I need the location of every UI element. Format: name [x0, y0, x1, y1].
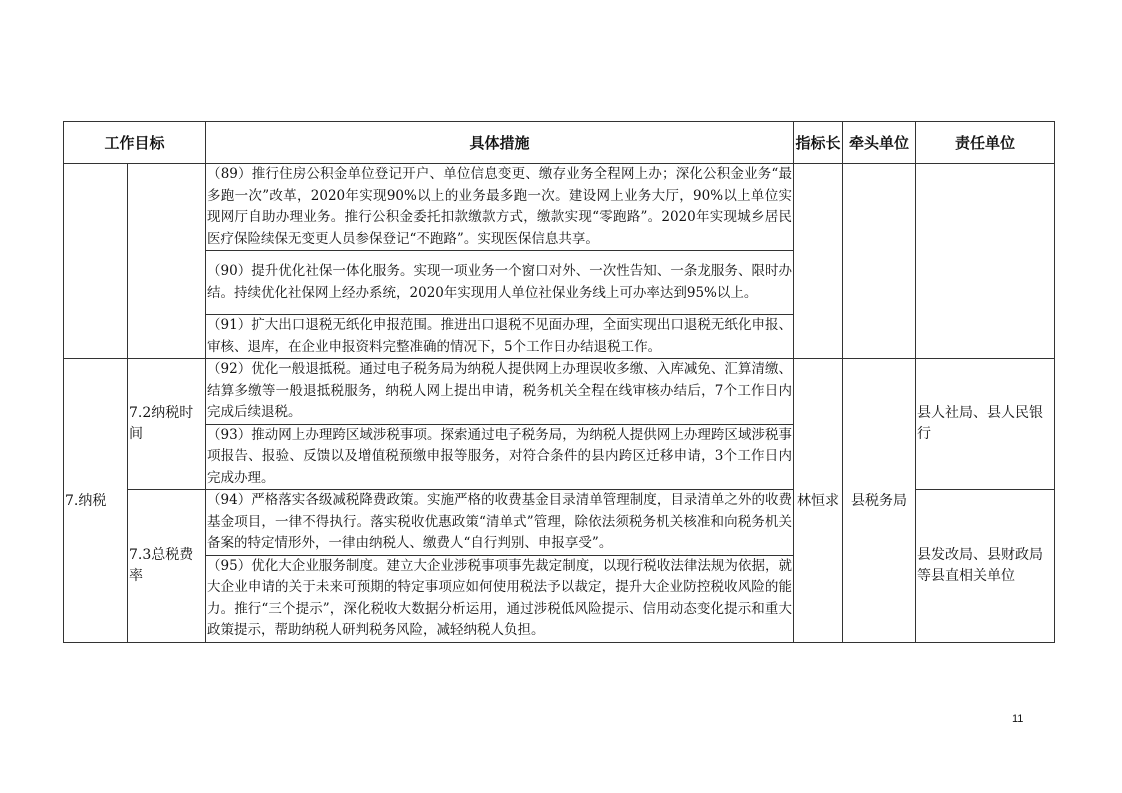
page-number: 11: [1012, 713, 1024, 725]
measure-93: （93）推动网上办理跨区域涉税事项。探索通过电子税务局，为纳税人提供网上办理跨区域涉税事项报告、报验、反馈以及增值税预缴申报等服务，对符合条件的县内跨区迁移申请，3个工作日内完成办理。: [206, 424, 794, 490]
table-row: [64, 359, 1055, 425]
lead-unit-name: 县税务局: [843, 359, 916, 643]
measure-94: （94）严格落实各级减税降费政策。实施严格的收费基金目录清单管理制度，目录清单之外的收费基金项目，一律不得执行。落实税收优惠政策“清单式”管理，除依法须税务机关核准和向税务机关备案的特定情形外，一律由纳税人、缴费人“自行判别、申报享受”。: [206, 490, 794, 556]
subgoal-total-tax-rate: 7.3总税费率: [128, 490, 206, 643]
category-tax: 7.纳税: [64, 359, 128, 643]
goal-cell-empty: [64, 164, 128, 359]
measure-90: （90）提升优化社保一体化服务。实现一项业务一个窗口对外、一次性告知、一条龙服务、限时办结。持续优化社保网上经办系统，2020年实现用人单位社保业务线上可办率达到95%以上。: [206, 251, 794, 315]
lead-unit-cell-empty: [843, 164, 916, 359]
measure-91: （91）扩大出口退税无纸化申报范围。推进出口退税不见面办理，全面实现出口退税无纸化申报、审核、退库，在企业申报资料完整准确的情况下，5个工作日办结退税工作。: [206, 315, 794, 359]
measure-95: （95）优化大企业服务制度。建立大企业涉税事项事先裁定制度，以现行税收法律法规为依据，就大企业申请的关于未来可预期的特定事项应如何使用税法予以裁定，提升大企业防控税收风险的能力。推行“三个提示”，深化税收大数据分析运用，通过涉税低风险提示、信用动态变化提示和重大政策提示，帮助纳税人研判税务风险，减轻纳税人负担。: [206, 555, 794, 642]
subgoal-cell-empty: [128, 164, 206, 359]
header-goal: 工作目标: [64, 122, 206, 164]
table-row: [64, 164, 1055, 251]
header-responsible-unit: 责任单位: [916, 122, 1055, 164]
header-lead-unit: 牵头单位: [843, 122, 916, 164]
table-header-row: [64, 122, 1055, 164]
measure-89: （89）推行住房公积金单位登记开户、单位信息变更、缴存业务全程网上办；深化公积金业务“最多跑一次”改革，2020年实现90%以上的业务最多跑一次。建设网上业务大厅，90%以上单位实现网厅自助办理业务。推行公积金委托扣款缴款方式，缴款实现“零跑路”。2020年实现城乡居民医疗保险续保无变更人员参保登记“不跑路”。实现医保信息共享。: [206, 164, 794, 251]
measures-table: [63, 121, 1055, 643]
indicator-cell-empty: [794, 164, 843, 359]
header-indicator-lead: 指标长: [794, 122, 843, 164]
header-measures: 具体措施: [206, 122, 794, 164]
responsible-cell-empty: [916, 164, 1055, 359]
responsible-units-2: 县发改局、县财政局等县直相关单位: [916, 490, 1055, 643]
subgoal-tax-time: 7.2纳税时间: [128, 359, 206, 490]
indicator-lead-name: 林恒求: [794, 359, 843, 643]
responsible-units-1: 县人社局、县人民银行: [916, 359, 1055, 490]
measure-92: （92）优化一般退抵税。通过电子税务局为纳税人提供网上办理误收多缴、入库减免、汇算清缴、结算多缴等一般退抵税服务，纳税人网上提出申请，税务机关全程在线审核办结后，7个工作日内完成后续退税。: [206, 359, 794, 425]
